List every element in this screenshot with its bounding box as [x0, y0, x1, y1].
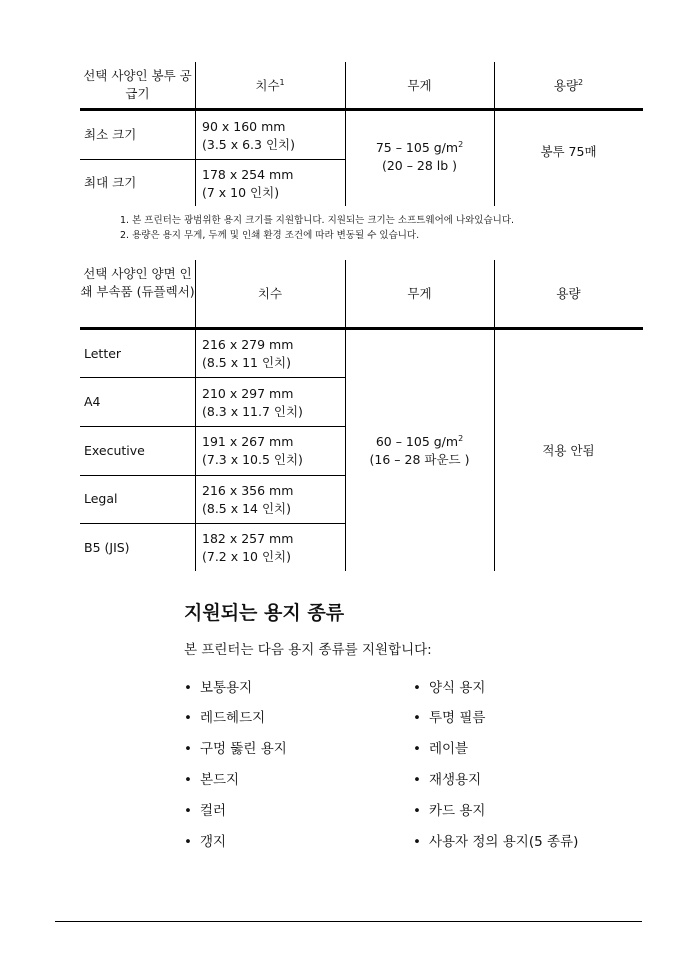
row-dim-min: 90 x 160 mm (3.5 x 6.3 인치)	[202, 119, 295, 152]
section-intro: 본 프린터는 다음 용지 종류를 지원합니다:	[184, 642, 432, 658]
header-capacity: 용량$^2$	[553, 77, 584, 93]
list-item: • 레드헤드지	[184, 709, 265, 727]
footnote-2: 2. 용량은 용지 무게, 두께 및 인쇄 환경 조건에 따라 변동될 수 있습니다.	[120, 230, 420, 241]
capacity-cell: 봉투 75매	[540, 144, 597, 159]
header-weight-2: 무게	[407, 286, 432, 301]
header-dimension: 치수$^1$	[255, 77, 285, 93]
row-dim-b5: 182 x 257 mm (7.2 x 10 인치)	[202, 531, 294, 564]
row-dim-legal: 216 x 356 mm (8.5 x 14 인치)	[202, 483, 294, 516]
list-item: • 카드 용지	[413, 802, 485, 820]
row-label-letter: Letter	[84, 346, 122, 361]
row-dim-executive: 191 x 267 mm (7.3 x 10.5 인치)	[202, 434, 303, 467]
list-item: • 재생용지	[413, 771, 481, 789]
row-dim-max: 178 x 254 mm (7 x 10 인치)	[202, 167, 294, 200]
row-label-executive: Executive	[84, 443, 145, 458]
row-dim-letter: 216 x 279 mm (8.5 x 11 인치)	[202, 337, 294, 370]
weight-cell: 75 – 105 $g/m^2$ (20 – 28 lb )	[375, 139, 464, 173]
list-item: • 사용자 정의 용지(5 종류)	[413, 833, 578, 851]
row-dim-a4: 210 x 297 mm (8.3 x 11.7 인치)	[202, 386, 303, 419]
row-label-a4: A4	[84, 394, 101, 409]
footer-rule	[55, 921, 642, 922]
header-dimension-2: 치수	[257, 286, 283, 301]
header-envelope-feeder: 선택 사양인 봉투 공급기	[83, 68, 192, 101]
header-duplexer: 선택 사양인 양면 인쇄 부속품 (듀플렉서)	[80, 266, 195, 299]
list-item: • 본드지	[184, 771, 239, 789]
capacity-cell-2: 적용 안됨	[542, 443, 595, 458]
list-item: • 양식 용지	[413, 679, 485, 697]
footnote-1: 1. 본 프린터는 광범위한 용지 크기를 지원합니다. 지원되는 크기는 소프트웨어에 나와있습니다.	[120, 215, 515, 226]
list-item: • 컬러	[184, 802, 226, 820]
list-item: • 투명 필름	[413, 709, 485, 727]
row-label-legal: Legal	[84, 491, 118, 506]
list-item: • 갱지	[184, 833, 226, 851]
weight-cell-2: 60 – 105 $g/m^2$ (16 – 28 파운드 )	[369, 433, 470, 467]
row-label-b5: B5 (JIS)	[84, 540, 130, 555]
list-item: • 레이블	[413, 740, 468, 758]
section-title: 지원되는 용지 종류	[184, 602, 345, 624]
list-item: • 구멍 뚫린 용지	[184, 740, 287, 758]
row-label-min: 최소 크기	[84, 127, 137, 142]
list-item: • 보통용지	[184, 679, 252, 697]
header-weight: 무게	[407, 78, 432, 93]
row-label-max: 최대 크기	[84, 175, 137, 190]
header-capacity-2: 용량	[556, 286, 581, 301]
